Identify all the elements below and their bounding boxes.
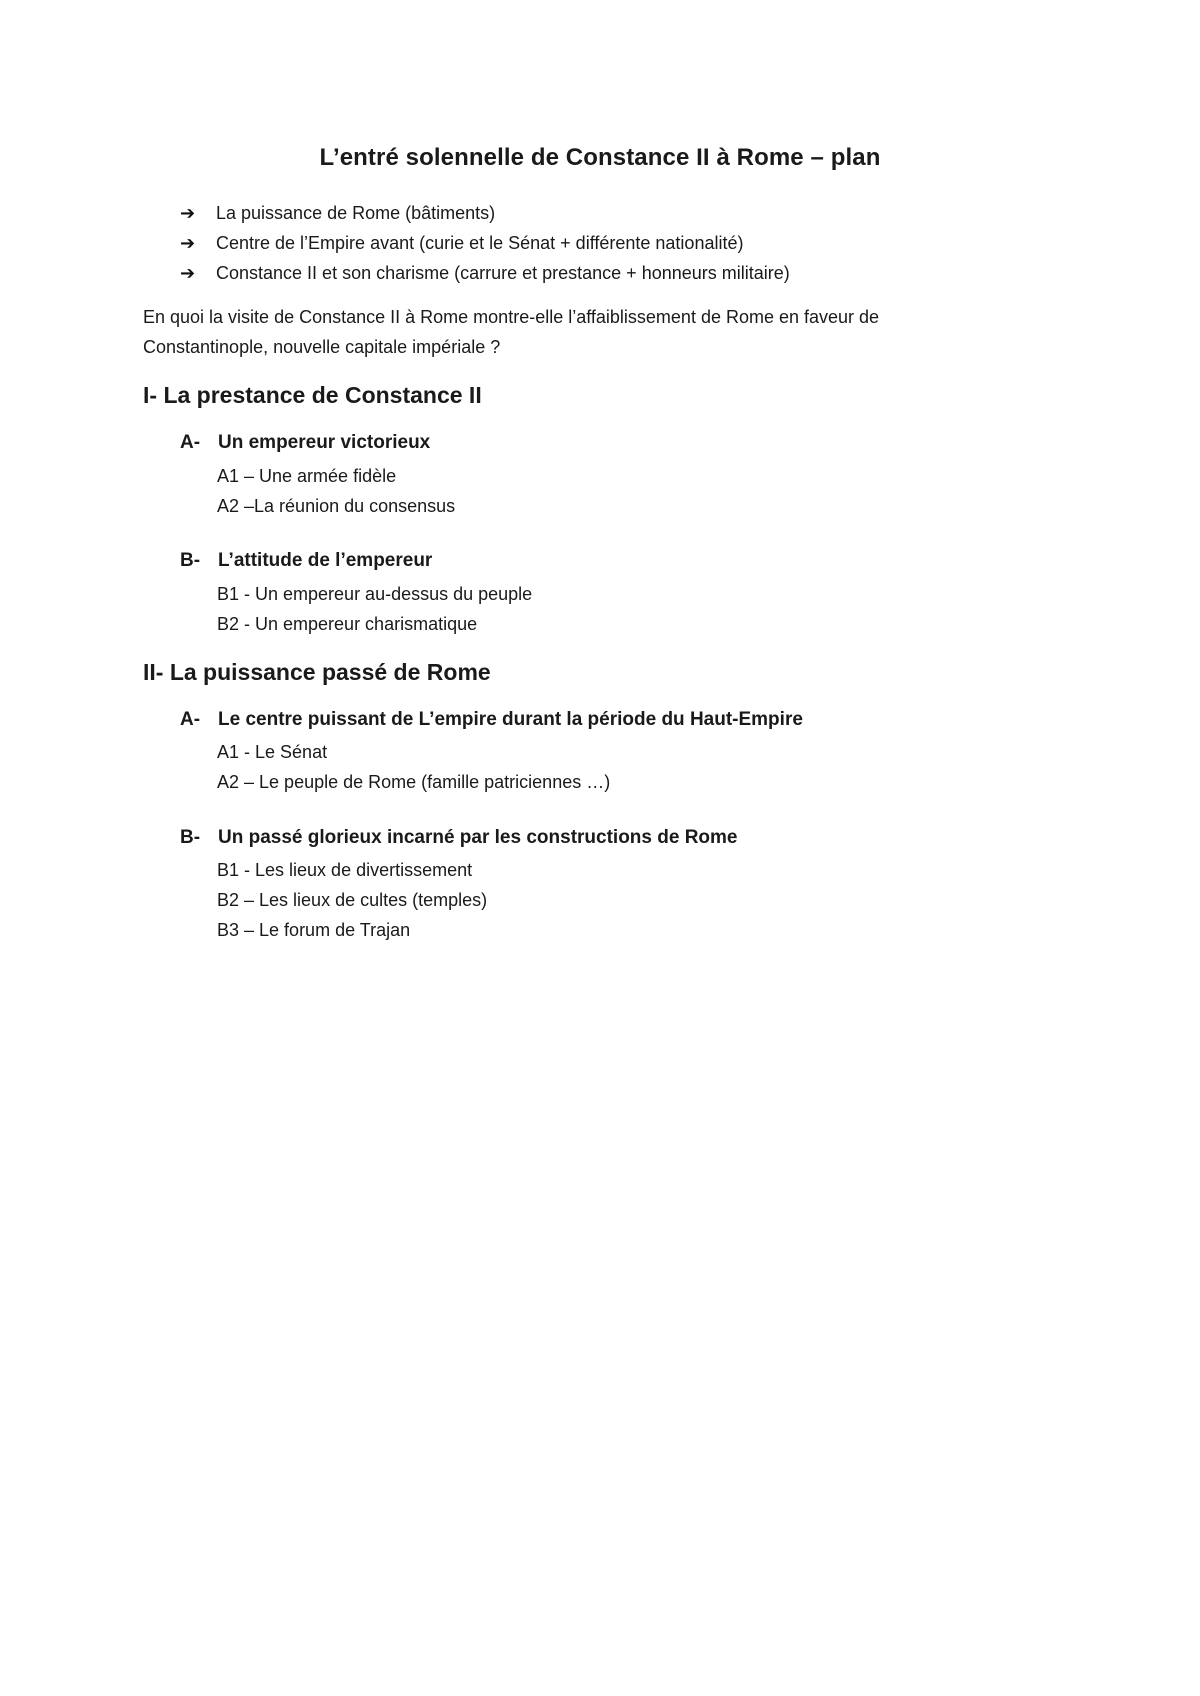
subpart-items-list: [217, 461, 455, 521]
problematique-paragraph: En quoi la visite de Constance II à Rome montre-elle l’affaiblissement de Rome en faveur de Constantinople, nouvelle capitale impériale ?: [143, 307, 880, 357]
subpart-items-list: [217, 579, 532, 639]
subpart-title: Un passé glorieux incarné par les constructions de Rome: [218, 827, 738, 848]
list-item: B3 – Le forum de Trajan: [217, 920, 411, 940]
part-heading: I- La prestance de Constance II: [143, 382, 482, 408]
subpart-heading: [180, 550, 432, 572]
list-item: B1 - Les lieux de divertissement: [217, 860, 473, 880]
subpart-marker: A-: [180, 709, 201, 730]
subpart-heading: [180, 827, 738, 849]
subpart-title: Le centre puissant de L’empire durant la période du Haut-Empire: [218, 709, 803, 730]
subpart-items-list: [217, 737, 610, 797]
intro-points-list: [180, 198, 790, 288]
intro-point: [180, 198, 790, 228]
intro-point-text: Centre de l’Empire avant (curie et le Sénat + différente nationalité): [216, 233, 744, 253]
subpart-marker: B-: [180, 827, 201, 848]
subpart-items-list: [217, 855, 487, 945]
subpart-heading: [180, 432, 430, 454]
document-title: L’entré solennelle de Constance II à Rome – plan: [319, 144, 881, 171]
list-item: A1 – Une armée fidèle: [217, 466, 397, 486]
part-heading: II- La puissance passé de Rome: [143, 659, 491, 685]
right-arrow-icon: ➔: [180, 263, 196, 283]
list-item: B2 – Les lieux de cultes (temples): [217, 890, 488, 910]
intro-point: [180, 228, 790, 258]
right-arrow-icon: ➔: [180, 203, 196, 223]
intro-point: [180, 258, 790, 288]
subpart-marker: B-: [180, 550, 201, 571]
list-item: A1 - Le Sénat: [217, 742, 328, 762]
right-arrow-icon: ➔: [180, 233, 196, 253]
intro-point-text: La puissance de Rome (bâtiments): [216, 203, 496, 223]
list-item: B1 - Un empereur au-dessus du peuple: [217, 584, 533, 604]
list-item: B2 - Un empereur charismatique: [217, 614, 478, 634]
intro-point-text: Constance II et son charisme (carrure et prestance + honneurs militaire): [216, 263, 790, 283]
list-item: A2 – Le peuple de Rome (famille patriciennes …): [217, 772, 611, 792]
subpart-title: L’attitude de l’empereur: [218, 550, 433, 571]
list-item: A2 –La réunion du consensus: [217, 496, 456, 516]
subpart-heading: [180, 709, 803, 731]
subpart-marker: A-: [180, 432, 201, 453]
subpart-title: Un empereur victorieux: [218, 432, 431, 453]
